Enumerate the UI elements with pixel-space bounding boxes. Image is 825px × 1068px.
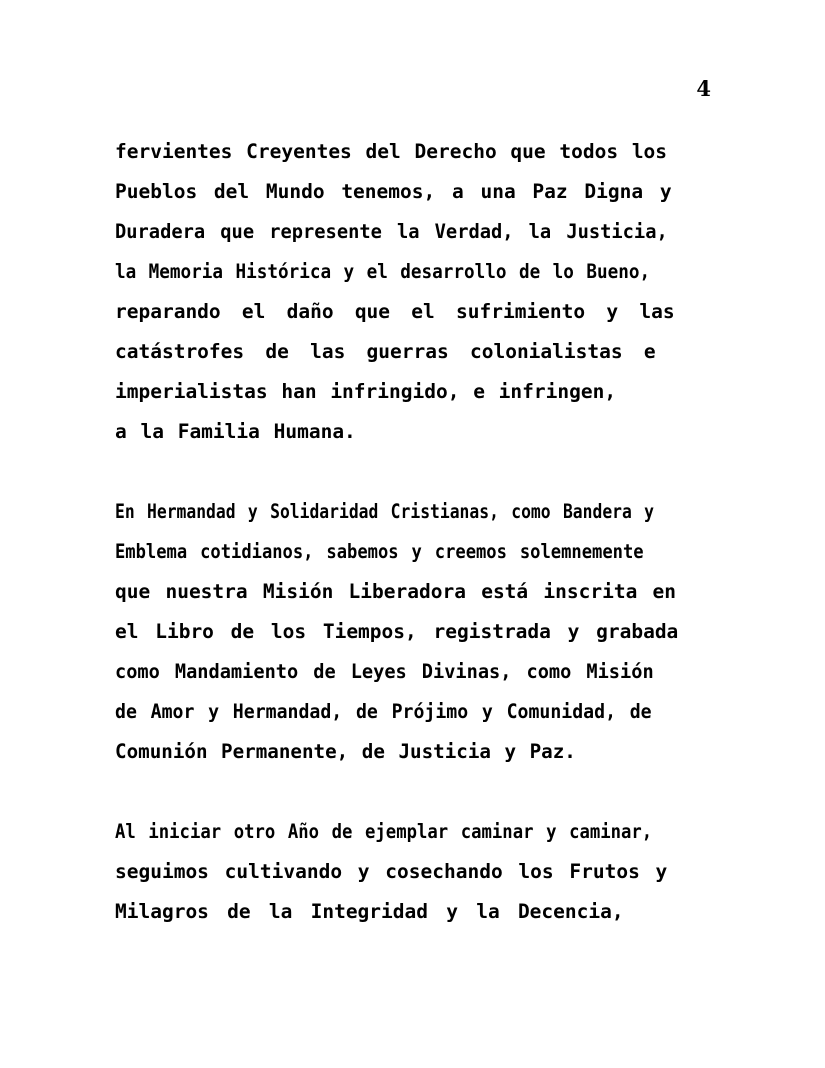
- text-line: [115, 732, 711, 772]
- document-body: [115, 132, 711, 932]
- text-line: [115, 812, 711, 852]
- text-line-content: Milagros de la Integridad y la Decencia,: [115, 900, 624, 923]
- text-line: [115, 132, 711, 172]
- text-line-content: a la Familia Humana.: [115, 420, 356, 443]
- text-line-content: el Libro de los Tiempos, registrada y grabada: [115, 620, 679, 643]
- text-line: [115, 292, 711, 332]
- text-line-content: Duradera que represente la Verdad, la Justicia,: [115, 220, 668, 243]
- text-line: [115, 652, 711, 692]
- text-line-content: que nuestra Misión Liberadora está inscrita en: [115, 580, 677, 603]
- text-line-content: imperialistas han infringido, e infringen,: [115, 380, 617, 403]
- text-line-content: catástrofes de las guerras colonialistas e: [115, 340, 656, 363]
- text-line: [115, 612, 711, 652]
- text-line: [115, 692, 711, 732]
- text-line: [115, 852, 711, 892]
- text-line-content: Pueblos del Mundo tenemos, a una Paz Digna y: [115, 180, 672, 203]
- text-line-content: reparando el daño que el sufrimiento y las: [115, 300, 675, 323]
- text-line: [115, 492, 711, 532]
- paragraph-3: [115, 812, 711, 932]
- paragraph-gap: [115, 772, 711, 812]
- text-line: [115, 332, 711, 372]
- text-line-content: Al iniciar otro Año de ejemplar caminar y caminar,: [115, 820, 653, 843]
- paragraph-2: [115, 492, 711, 772]
- text-line-content: la Memoria Histórica y el desarrollo de lo Bueno,: [115, 260, 651, 283]
- page-number: 4: [696, 76, 711, 101]
- text-line-content: En Hermandad y Solidaridad Cristianas, como Bandera y: [115, 500, 655, 523]
- text-line: [115, 172, 711, 212]
- text-line: [115, 212, 711, 252]
- text-line-content: Emblema cotidianos, sabemos y creemos solemnemente: [115, 540, 644, 563]
- text-line: [115, 372, 711, 412]
- text-line: [115, 252, 711, 292]
- text-line: [115, 532, 711, 572]
- text-line-content: como Mandamiento de Leyes Divinas, como Misión: [115, 660, 654, 683]
- text-line-content: seguimos cultivando y cosechando los Frutos y: [115, 860, 668, 883]
- text-line-content: fervientes Creyentes del Derecho que todos los: [115, 140, 668, 163]
- text-line: [115, 572, 711, 612]
- text-line-content: Comunión Permanente, de Justicia y Paz.: [115, 740, 576, 763]
- text-line: [115, 412, 711, 452]
- text-line: [115, 892, 711, 932]
- paragraph-gap: [115, 452, 711, 492]
- text-line-content: de Amor y Hermandad, de Prójimo y Comunidad, de: [115, 700, 652, 723]
- paragraph-1: [115, 132, 711, 452]
